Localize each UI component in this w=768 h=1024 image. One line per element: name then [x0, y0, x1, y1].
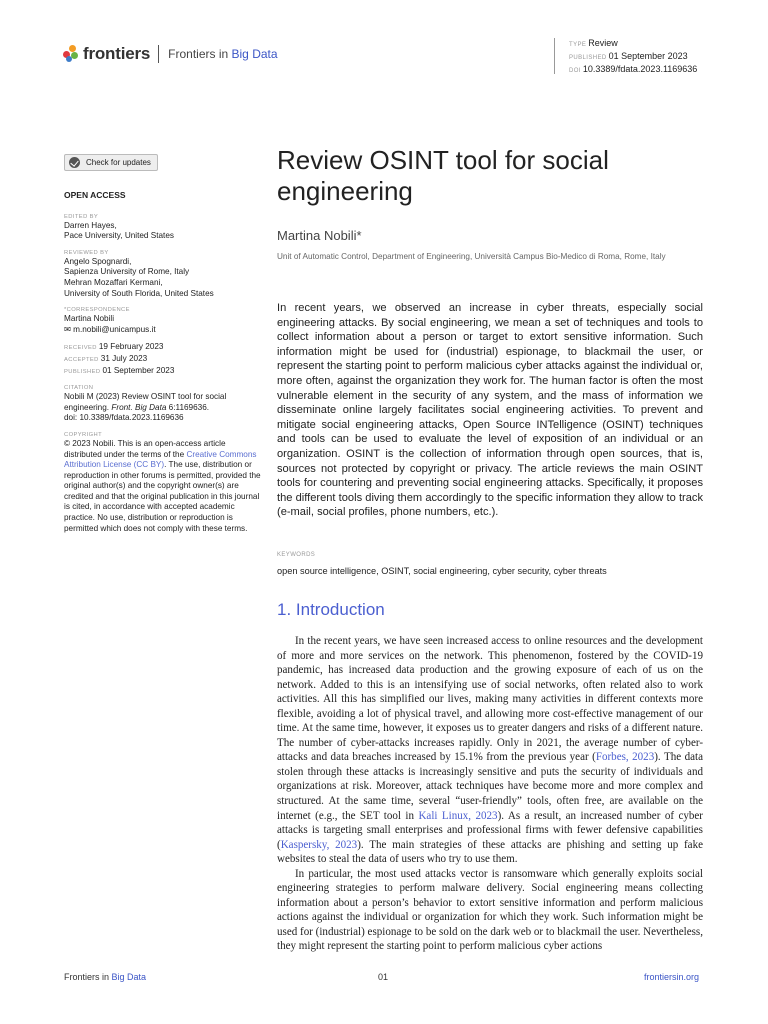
- logo-text: frontiers: [83, 44, 151, 63]
- open-access-label: OPEN ACCESS: [64, 190, 126, 200]
- article-title: Review OSINT tool for social engineering: [277, 145, 609, 206]
- journal-name: Frontiers in Big Data: [168, 47, 278, 61]
- meta-doi[interactable]: DOI 10.3389/fdata.2023.1169636: [569, 64, 698, 74]
- section-heading-introduction: 1. Introduction: [277, 600, 385, 619]
- frontiers-logo-icon: [63, 45, 79, 63]
- edited-by-block: EDITED BY Darren Hayes, Pace University, United States: [64, 213, 174, 241]
- citation-link-kali[interactable]: Kali Linux, 2023: [418, 809, 498, 822]
- email-link[interactable]: ✉ m.nobili@unicampus.it: [64, 324, 156, 334]
- author-affiliation: Unit of Automatic Control, Department of Engineering, Università Campus Bio-Medico di Roma, Rome, Italy: [277, 252, 666, 261]
- dates-block: RECEIVED 19 February 2023 ACCEPTED 31 July 2023 PUBLISHED 01 September 2023: [64, 342, 175, 375]
- abstract: In recent years, we observed an increase in cyber threats, especially social engineering attacks. By social engineering, we mean a set of techniques and tools to collect information about a person or target to extort sensitive information. Such information might be used for (industrial) espionage, to blackmail the user, or represent the starting point to perform malicious cyber attacks against the individual or, more often, against the organization they work for. The human factor is often the most vulnerable element in the security of any system, and the mass of information we disseminate online largely facilitates social engineering activities. To prevent and mitigate social engineering attacks, Open Source INTelligence (OSINT) techniques and tools can be used to evaluate the level of exposition of an individual or an organization. OSINT is the collection of information through open sources, that is, sources not protected by copyright or privacy. The article reviews the main OSINT tools for countering and preventing social engineering attacks. Specifically, it proposes the different tools diving them accordingly to the specific information they allow to track (e-mail, social profiles, phone numbers, etc.).: [277, 302, 703, 519]
- meta-published: PUBLISHED 01 September 2023: [569, 51, 688, 61]
- paragraph-1: In the recent years, we have seen increased access to online resources and the development of more and more services on the network. This phenomenon, fostered by the COVID-19 pandemic, has increased data production and the growing exposure of each of us on the network. Added to this is an intensifying use of social networks, often related also to work activities. All this has simplified our lives, making many activities in different contexts more flexible, avoiding a lot of physical travel, and allowing more cost-effective management of our time. At the same time, however, it exposes us to greater dangers and risks of a different nature. The number of cyber-attacks increases rapidly. Only in 2021, the average number of cyber-attacks and data breaches increased by 15.1% from the previous year (Forbes, 2023). The data stolen through these attacks is increasingly sensitive and puts the security of individuals and organizations at risk. Moreover, attack techniques have become more and more complex and structured. At the same time, several “user-friendly” tools, often free, are available on the internet (e.g., the SET tool in Kali Linux, 2023). As a result, an increased number of cyber attacks is targeting small enterprises and professional firms with fewer defensive capabilities (Kaspersky, 2023). The main strategies of these attacks are phishing and setting up fake websites to steal the data of users who try to use them.: [277, 635, 704, 866]
- footer-site-link[interactable]: frontiersin.org: [644, 972, 700, 982]
- logo-divider: [158, 45, 159, 63]
- reviewed-by-block: REVIEWED BY Angelo Spognardi, Sapienza University of Rome, Italy Mehran Mozaffari Kermani, University of South Florida, United States: [64, 249, 214, 298]
- correspondence-block: *CORRESPONDENCE Martina Nobili ✉ m.nobili@unicampus.it: [64, 306, 264, 335]
- article-meta: [554, 38, 697, 74]
- cc-by-license-link[interactable]: Creative Commons Attribution License (CC BY): [64, 449, 257, 470]
- copyright-block: COPYRIGHT © 2023 Nobili. This is an open-access article distributed under the terms of the Creative Commons Attribution License (CC BY). The use, distribution or reproduction in other forums is permitted, provided the original author(s) and the copyright owner(s) are credited and that the original publication in this journal is cited, in accordance with accepted academic practice. No use, distribution or reproduction is permitted which does not comply with these terms.: [64, 431, 261, 533]
- keywords: open source intelligence, OSINT, social engineering, cyber security, cyber threats: [277, 566, 607, 576]
- meta-type: TYPE Review: [569, 38, 618, 48]
- citation-block: CITATION Nobili M (2023) Review OSINT tool for social engineering. Front. Big Data 6:1169636. doi: 10.3389/fdata.2023.1169636: [64, 385, 227, 423]
- keywords-label: KEYWORDS: [277, 552, 316, 558]
- author-name: Martina Nobili*: [277, 228, 362, 243]
- page-number: 01: [378, 972, 389, 982]
- check-icon: [69, 157, 80, 168]
- citation-link-kaspersky[interactable]: Kaspersky, 2023: [280, 838, 358, 851]
- check-for-updates-label: Check for updates: [86, 158, 151, 167]
- sidebar: [64, 190, 264, 541]
- citation-link-forbes[interactable]: Forbes, 2023: [595, 751, 655, 764]
- body-text: [277, 634, 703, 954]
- footer-journal[interactable]: Frontiers in Big Data: [64, 972, 147, 982]
- frontiers-logo[interactable]: [63, 44, 278, 64]
- paragraph-2: In particular, the most used attacks vector is ransomware which generally exploits social engineering strategies to perform malware delivery. Social engineering means collecting information about a person’s behavior to extort sensitive information and perform malicious actions against the individual or organization for which they work. Such information might be used for (industrial) espionage to be sold on the dark web or to blackmail the user. Nevertheless, they might represent the starting point to perform malicious cyber actions: [277, 867, 703, 953]
- check-for-updates-button[interactable]: [64, 154, 158, 171]
